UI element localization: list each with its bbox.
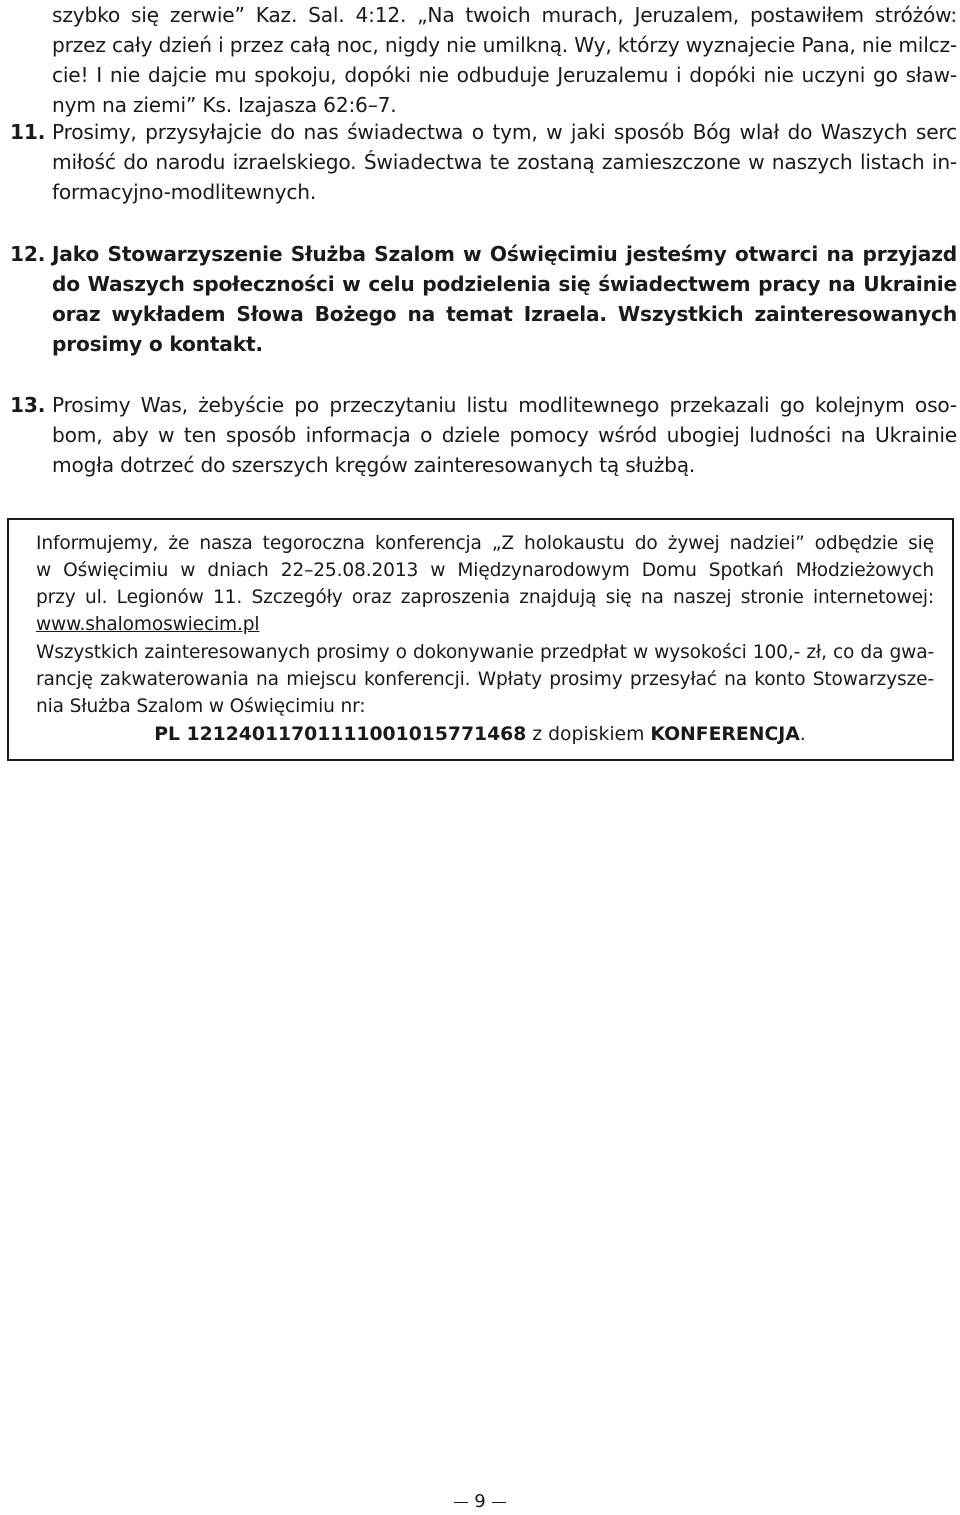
- text-line: nym na ziemi” Ks. Izajasza 62:6–7.: [52, 93, 397, 117]
- page-number-value: 9: [474, 1491, 486, 1512]
- text-line: nia Służba Szalom w Oświęcimiu nr:: [36, 696, 366, 717]
- text-line: przez cały dzień i przez całą noc, nigdy nie umilkną. Wy, którzy wyznajecie Pana, nie milcz-: [52, 33, 957, 57]
- text-line: formacyjno-modlitewnych.: [52, 180, 317, 204]
- website-line: [36, 611, 934, 638]
- text-line: w Oświęcimiu w dniach 22–25.08.2013 w Międzynarodowym Domu Spotkań Młodzieżowych: [36, 560, 934, 581]
- item-13-paragraph: [10, 390, 957, 480]
- text-line: miłość do narodu izraelskiego. Świadectwa te zostaną zamieszczone w naszych listach in-: [52, 150, 957, 174]
- text-line: prosimy o kontakt.: [52, 332, 263, 356]
- text-line: cie! I nie dajcie mu spokoju, dopóki nie odbuduje Jeruzalemu i dopóki nie uczyni go sław-: [52, 63, 957, 87]
- item-12-paragraph: [10, 239, 957, 359]
- text-line: Prosimy, przysyłajcie do nas świadectwa o tym, w jaki sposób Bóg wlał do Waszych serc: [52, 120, 957, 144]
- text-line: Informujemy, że nasza tegoroczna konferencja „Z holokaustu do żywej nadziei” odbędzie się: [36, 533, 934, 554]
- bank-account-line: [0, 720, 960, 750]
- text-line: bom, aby w ten sposób informacja o dziele pomocy wśród ubogiej ludności na Ukrainie: [52, 423, 957, 447]
- account-keyword: KONFERENCJA: [650, 724, 800, 745]
- account-number: PL 12124011701111001015771468: [154, 724, 527, 745]
- account-middle-text: z dopiskiem: [526, 724, 651, 745]
- website-link[interactable]: www.shalomoswiecim.pl: [36, 614, 260, 635]
- payment-notice-text: [36, 639, 934, 720]
- item-number: 12.: [10, 242, 46, 266]
- text-line: Prosimy Was, żebyście po przeczytaniu listu modlitewnego przekazali go kolejnym oso-: [52, 393, 957, 417]
- account-end: .: [799, 724, 806, 745]
- dash-right: [492, 1502, 506, 1503]
- item-number: 11.: [10, 120, 46, 144]
- item-number: 13.: [10, 393, 46, 417]
- item-11-paragraph: [10, 117, 957, 207]
- text-line: przy ul. Legionów 11. Szczegóły oraz zaproszenia znajdują się na naszej stronie internetowej:: [36, 587, 934, 608]
- dash-left: [454, 1502, 468, 1503]
- conference-notice-text: [36, 530, 934, 638]
- page-number: [0, 1490, 960, 1514]
- text-line: oraz wykładem Słowa Bożego na temat Izraela. Wszystkich zainteresowanych: [52, 302, 957, 326]
- text-line: szybko się zerwie” Kaz. Sal. 4:12. „Na twoich murach, Jeruzalem, postawiłem stróżów:: [52, 3, 957, 27]
- text-line: do Waszych społeczności w celu podzielenia się świadectwem pracy na Ukrainie: [52, 272, 957, 296]
- text-line: rancję zakwaterowania na miejscu konferencji. Wpłaty prosimy przesyłać na konto Stowarzysze-: [36, 669, 934, 690]
- text-line: Jako Stowarzyszenie Służba Szalom w Oświęcimiu jesteśmy otwarci na przyjazd: [52, 242, 957, 266]
- text-line: mogła dotrzeć do szerszych kręgów zainteresowanych tą służbą.: [52, 453, 696, 477]
- scripture-paragraph: [52, 0, 957, 120]
- text-line: Wszystkich zainteresowanych prosimy o dokonywanie przedpłat w wysokości 100,- zł, co da gwa-: [36, 642, 934, 663]
